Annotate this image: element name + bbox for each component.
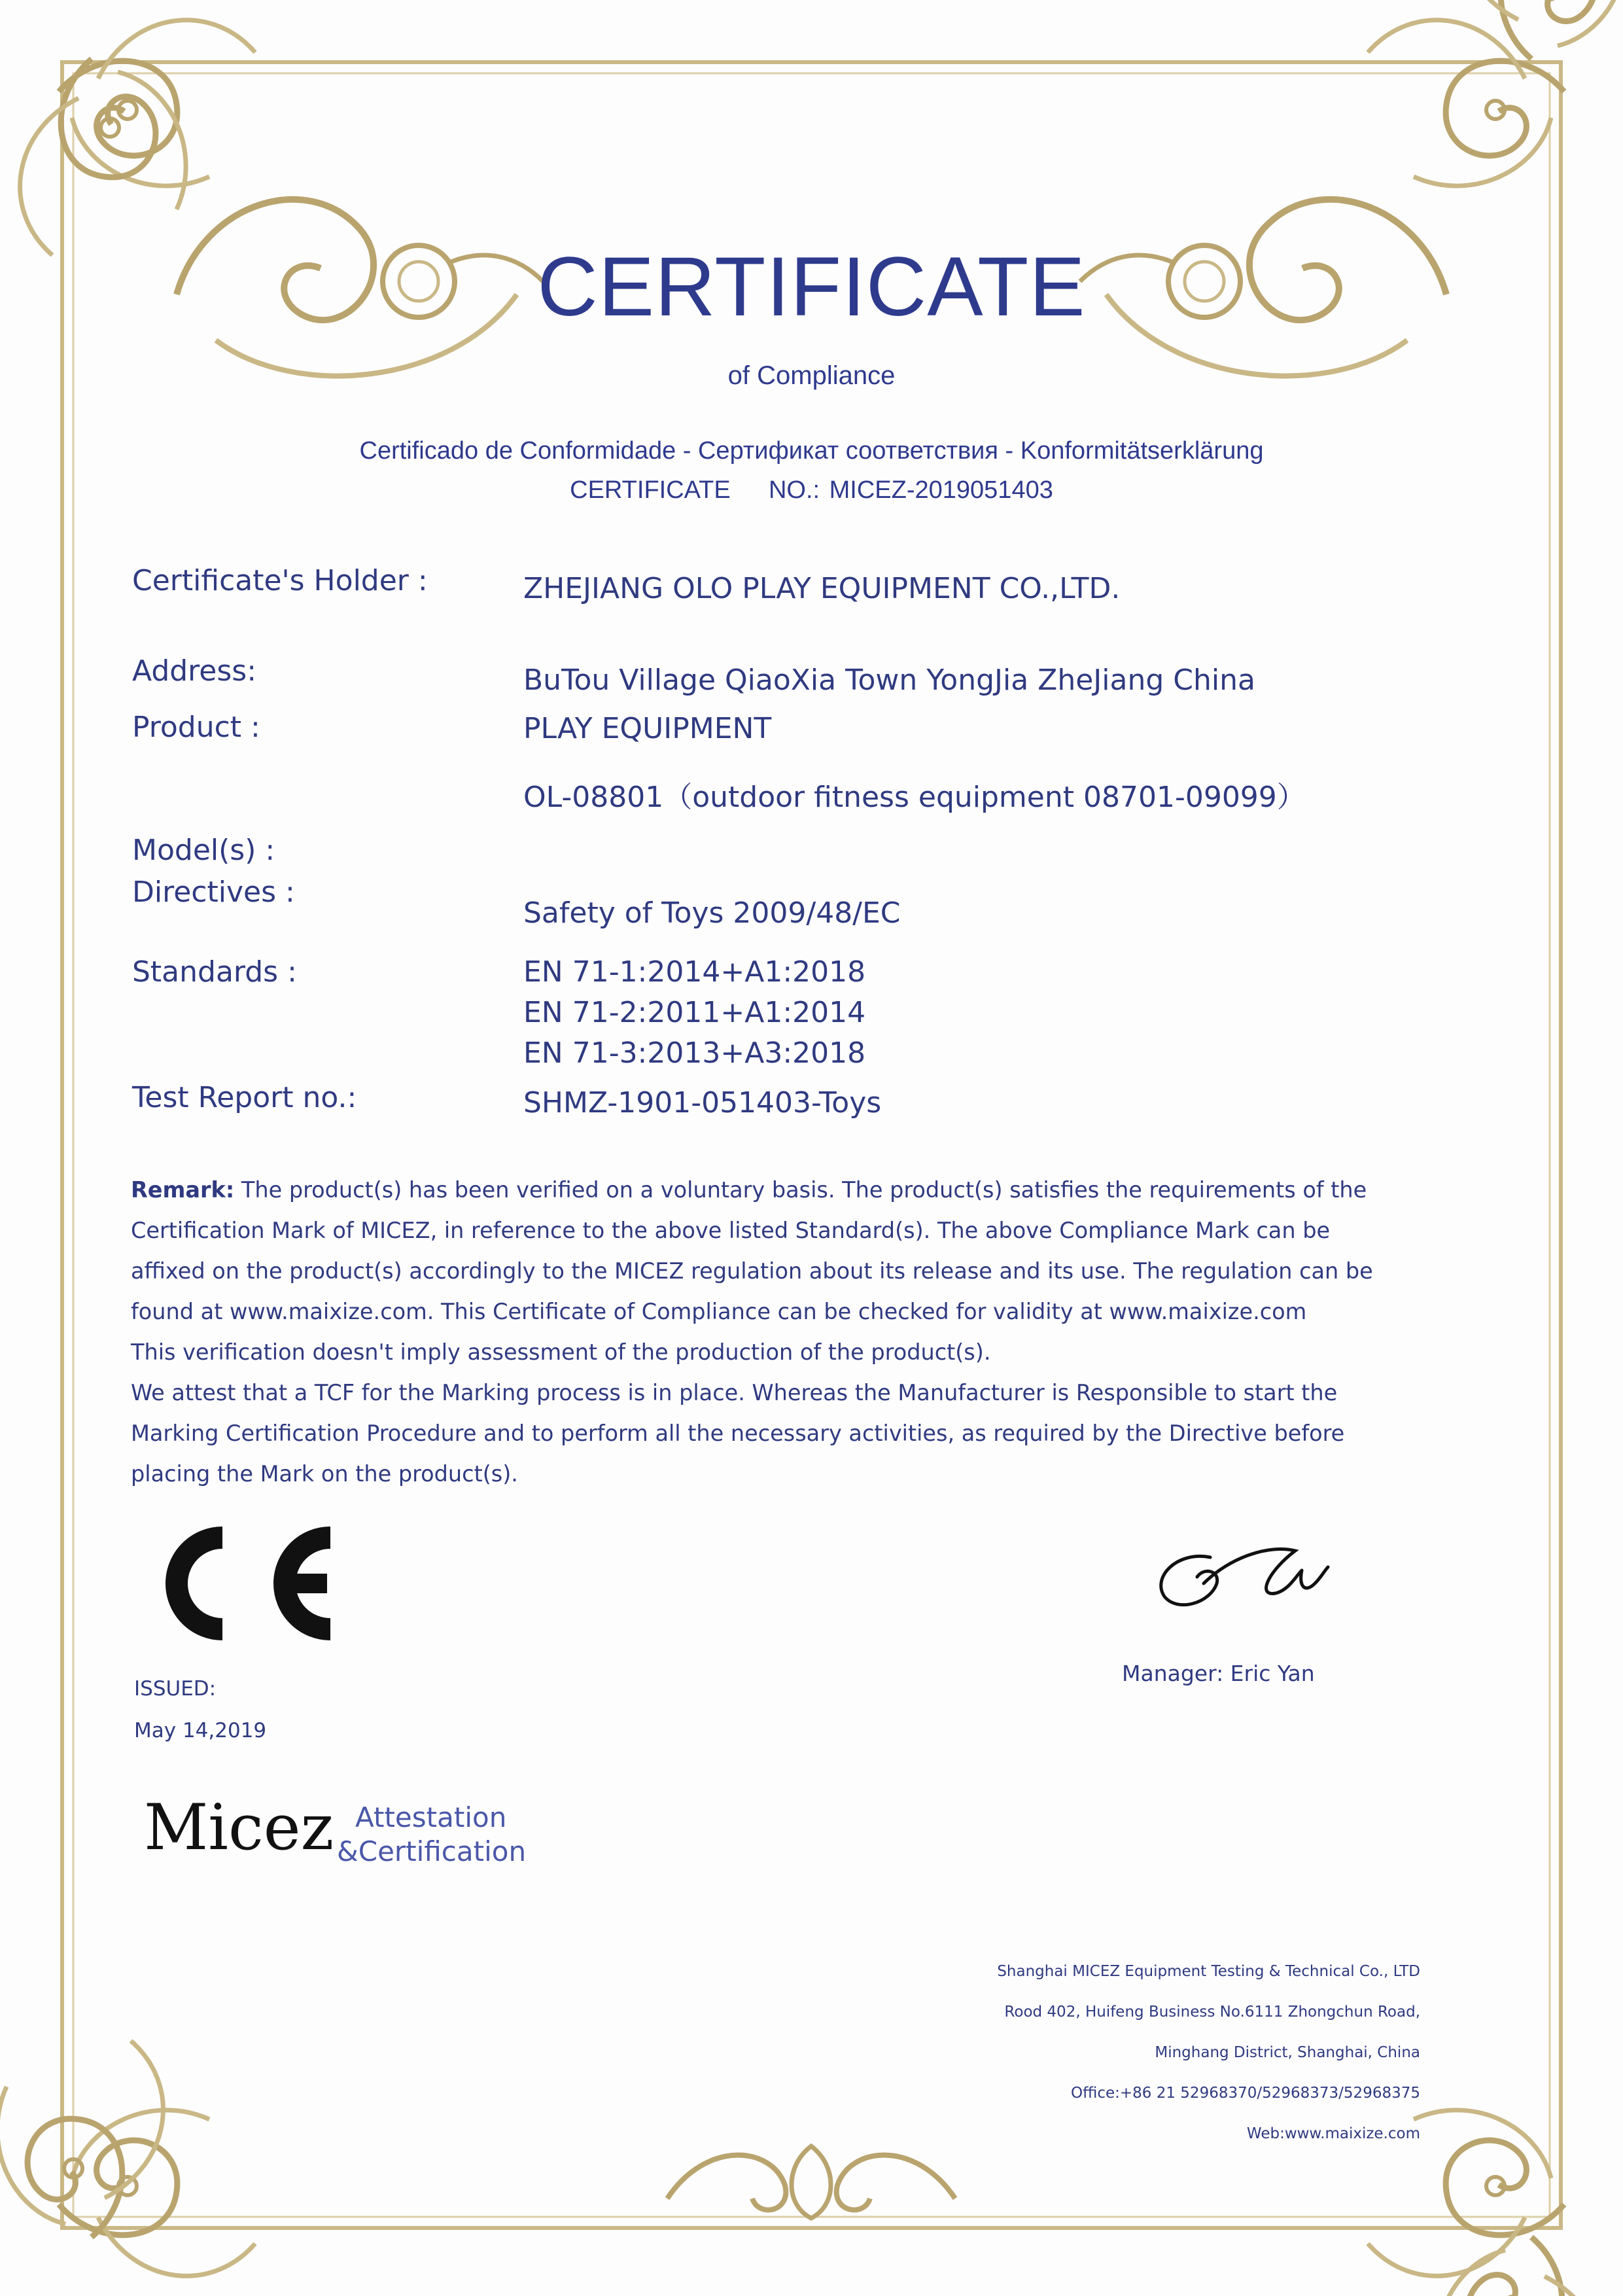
remark-line: Certification Mark of MICEZ, in reference to the above listed Standard(s). The above Compliance Mark can be bbox=[131, 1218, 1331, 1243]
remark-paragraph bbox=[131, 1170, 1439, 1494]
holder-value: ZHEJIANG OLO PLAY EQUIPMENT CO.,LTD. bbox=[523, 572, 1121, 605]
corner-ornament-bottom-left bbox=[0, 2041, 255, 2276]
remark-line: affixed on the product(s) accordingly to the MICEZ regulation about its release and its use. The regulation can be bbox=[131, 1258, 1373, 1284]
remark-line: placing the Mark on the product(s). bbox=[131, 1461, 518, 1487]
issuer-address-line: Minghang District, Shanghai, China bbox=[1155, 2044, 1420, 2061]
holder-label: Certificate's Holder : bbox=[132, 564, 428, 597]
certificate-number-label: CERTIFICATE bbox=[570, 476, 731, 504]
test-report-label: Test Report no.: bbox=[132, 1081, 357, 1114]
remark-line: This verification doesn't imply assessment of the production of the product(s). bbox=[131, 1339, 991, 1365]
certificate-number-value: NO.: MICEZ-2019051403 bbox=[768, 476, 1053, 504]
micez-logo: Micez bbox=[144, 1791, 334, 1864]
issuer-phone: Office:+86 21 52968370/52968373/52968375 bbox=[1070, 2085, 1420, 2102]
certificate-title: CERTIFICATE bbox=[537, 240, 1086, 334]
certificate-subtitle: of Compliance bbox=[727, 361, 896, 390]
manager-name: Manager: Eric Yan bbox=[1122, 1661, 1315, 1686]
ce-mark bbox=[131, 1518, 340, 1649]
directives-label: Directives : bbox=[132, 875, 295, 909]
standard-item: EN 71-2:2011+A1:2014 bbox=[523, 996, 866, 1029]
model-label: Model(s) : bbox=[132, 834, 275, 867]
multilingual-title: Certificado de Conformidade - Сертификат соответствия - Konformitätserklärung bbox=[359, 437, 1264, 465]
issuer-address-line: Rood 402, Huifeng Business No.6111 Zhongchun Road, bbox=[1004, 2004, 1420, 2021]
product-value: PLAY EQUIPMENT bbox=[523, 712, 772, 745]
certificate-number bbox=[0, 476, 1623, 504]
product-label: Product : bbox=[132, 711, 260, 744]
model-value: OL-08801（outdoor fitness equipment 08701-09099） bbox=[523, 781, 1306, 814]
issuer-website: Web:www.maixize.com bbox=[1246, 2125, 1420, 2142]
logo-tagline-line: &Certification bbox=[337, 1835, 527, 1867]
remark-line: The product(s) has been verified on a voluntary basis. The product(s) satisfies the requirements of the bbox=[241, 1177, 1367, 1203]
corner-ornament-top-left bbox=[20, 20, 255, 255]
remark-label: Remark: bbox=[131, 1177, 235, 1203]
issued-date: May 14,2019 bbox=[134, 1719, 267, 1742]
address-value: BuTou Village QiaoXia Town YongJia ZheJiang China bbox=[523, 663, 1255, 697]
corner-ornament-top-right bbox=[1368, 0, 1623, 186]
issued-label: ISSUED: bbox=[134, 1677, 217, 1701]
remark-line: found at www.maixize.com. This Certificate of Compliance can be checked for validity at www.maixize.com bbox=[131, 1299, 1307, 1324]
manager-signature bbox=[1138, 1531, 1335, 1629]
remark-line: We attest that a TCF for the Marking process is in place. Whereas the Manufacturer is Responsible to start the bbox=[131, 1380, 1338, 1405]
standards-label: Standards : bbox=[132, 955, 297, 989]
logo-tagline-line: Attestation bbox=[355, 1801, 507, 1833]
bottom-center-ornament bbox=[667, 2146, 955, 2218]
issuer-company: Shanghai MICEZ Equipment Testing & Technical Co., LTD bbox=[997, 1963, 1420, 1980]
remark-line: Marking Certification Procedure and to perform all the necessary activities, as required by the Directive before bbox=[131, 1421, 1345, 1446]
test-report-value: SHMZ-1901-051403-Toys bbox=[523, 1086, 882, 1120]
logo-tagline bbox=[337, 1801, 526, 1869]
address-label: Address: bbox=[132, 654, 257, 688]
standard-item: EN 71-3:2013+A3:2018 bbox=[523, 1036, 866, 1070]
standard-item: EN 71-1:2014+A1:2018 bbox=[523, 955, 866, 989]
directives-value: Safety of Toys 2009/48/EC bbox=[523, 896, 901, 930]
